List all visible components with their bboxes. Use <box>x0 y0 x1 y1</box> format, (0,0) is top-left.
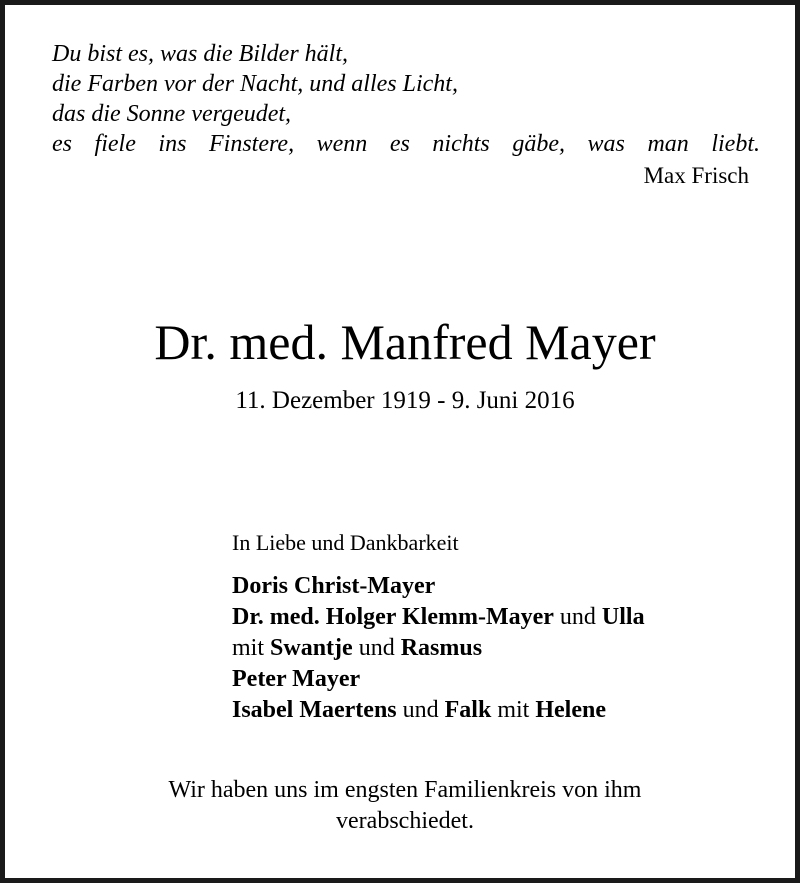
mourner-conjunction: mit <box>497 697 530 723</box>
mourner-name: Swantje <box>270 635 353 661</box>
mourners-list <box>232 571 645 726</box>
mourner-conjunction: und <box>358 635 395 661</box>
poem-quote <box>52 39 760 159</box>
mourner-row <box>232 695 645 726</box>
mourner-name: Ulla <box>601 604 645 630</box>
mourner-name: Falk <box>444 697 492 723</box>
mourner-conjunction: und <box>402 697 439 723</box>
deceased-name: Dr. med. Manfred Mayer <box>154 314 656 370</box>
mourner-row <box>232 633 645 664</box>
mourner-name: Peter Mayer <box>232 666 361 692</box>
mourner-name: Doris Christ-Mayer <box>232 573 436 599</box>
poem-line: Du bist es, was die Bilder hält, <box>52 41 348 67</box>
life-dates: 11. Dezember 1919 - 9. Juni 2016 <box>235 387 575 414</box>
mourner-name: Isabel Maertens <box>232 697 397 723</box>
mourner-row <box>232 571 645 602</box>
poem-line: es fiele ins Finstere, wenn es nichts gäbe, was man liebt. <box>52 131 760 157</box>
mourner-name: Rasmus <box>400 635 483 661</box>
mourner-name: Helene <box>535 697 606 723</box>
mourner-name: Dr. med. Holger Klemm-Mayer <box>232 604 554 630</box>
dedication-text: In Liebe und Dankbarkeit <box>232 530 459 555</box>
mourner-row <box>232 664 645 695</box>
poem-line: die Farben vor der Nacht, und alles Licht, <box>52 71 458 97</box>
poem-line: das die Sonne vergeudet, <box>52 101 292 127</box>
mourner-row <box>232 602 645 633</box>
closing-line: Wir haben uns im engsten Familienkreis von ihm <box>168 777 642 803</box>
poem-author: Max Frisch <box>643 163 749 188</box>
closing-line: verabschiedet. <box>336 808 474 834</box>
closing-statement <box>5 775 800 837</box>
mourner-conjunction: und <box>559 604 596 630</box>
mourner-conjunction: mit <box>232 635 265 661</box>
